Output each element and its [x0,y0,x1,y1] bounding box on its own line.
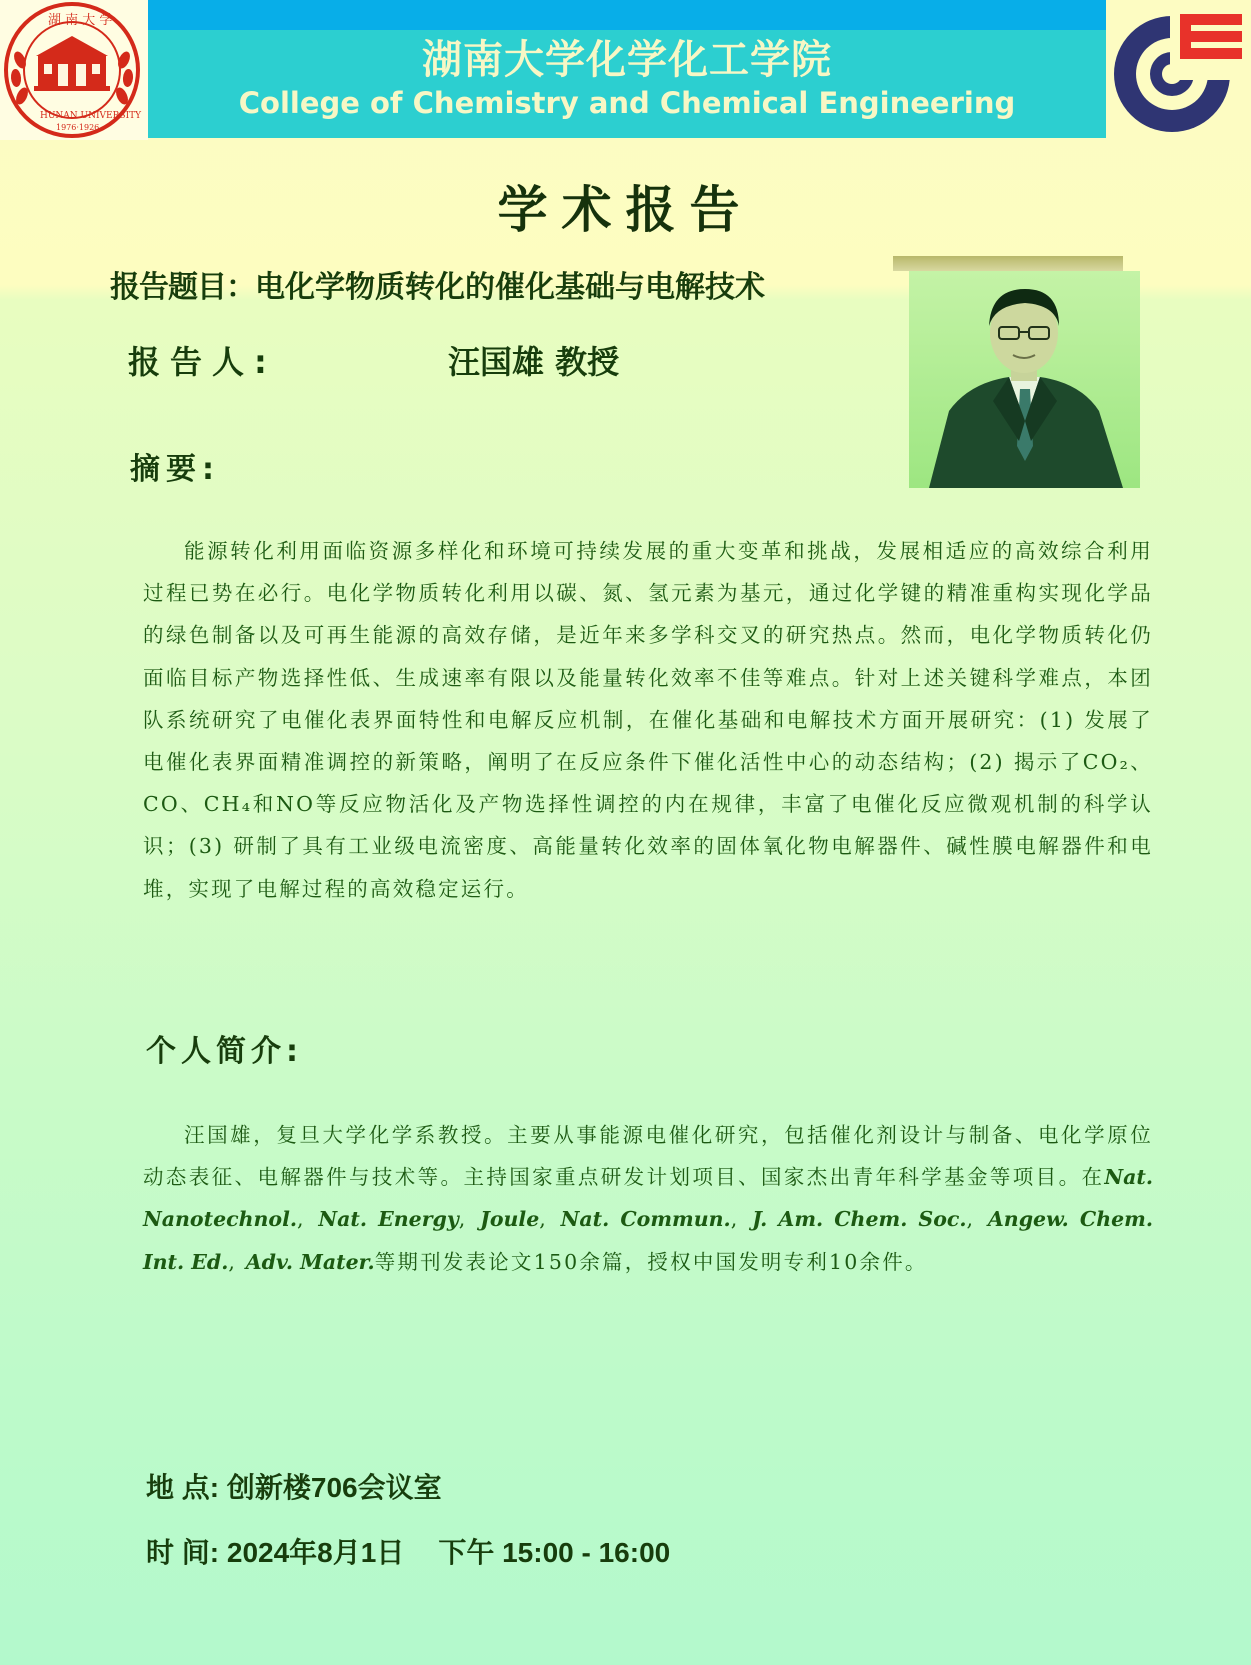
location-label: 地 点: [146,1472,220,1503]
bio-heading: 个人简介: [146,1034,303,1069]
svg-text:HUNAN UNIVERSITY: HUNAN UNIVERSITY [40,111,142,121]
bio-paragraph [143,1114,1153,1283]
report-title: 学术报告 [497,181,754,239]
speaker-row [128,337,620,383]
sep-2: , [458,1207,481,1232]
location-row [146,1466,442,1506]
journal-4: Nat. Commun. [560,1207,731,1232]
abstract-heading: 摘要: [130,452,220,487]
report-topic [110,262,880,302]
topic-text: 电化学物质转化的催化基础与电解技术 [255,270,765,302]
time-date: 2024年8月1日 [226,1537,405,1568]
sep-3: , [539,1207,561,1232]
journal-7: Adv. Mater. [245,1249,375,1274]
college-name-cn: 湖南大学化学化工学院 [422,37,832,83]
journal-3: Joule [480,1207,540,1232]
photo-frame-top [893,256,1123,271]
bio-intro: 汪国雄，复旦大学化学系教授。主要从事能源电催化研究，包括催化剂设计与制备、电化学原位动态表征、电解器件与技术等。主持国家重点研发计划项目、国家杰出青年科学基金等项目。在 [143,1123,1153,1190]
sep-5: , [966,1207,988,1232]
speaker-label: 报告人: [128,343,277,381]
hunan-university-logo [0,0,148,140]
sep-6: , [228,1249,246,1274]
speaker-photo [909,271,1140,488]
abstract-paragraph: 能源转化利用面临资源多样化和环境可持续发展的重大变革和挑战，发展相适应的高效综合利用过程已势在必行。电化学物质转化利用以碳、氮、氢元素为基元，通过化学键的精准重构实现化学品的绿色制备以及可再生能源的高效存储，是近年来多学科交叉的研究热点。然而，电化学物质转化仍面临目标产物选择性低、生成速率有限以及能量转化效率不佳等难点。针对上述关键科学难点，本团队系统研究了电催化表界面特性和电解反应机制，在催化基础和电解技术方面开展研究：(1) 发展了电催化表界面精准调控的新策略，阐明了在反应条件下催化活性中心的动态结构；(2) 揭示了CO₂、CO、CH₄和NO等反应物活化及产物选择性调控的内在规律，丰富了电催化反应微观机制的科学认识；(3) 研制了具有工业级电流密度、高能量转化效率的固体氧化物电解器件、碱性膜电解器件和电堆，实现了电解过程的高效稳定运行。 [143,539,1153,901]
college-emblem-icon [1106,0,1251,140]
speaker-name: 汪国雄 教授 [448,343,620,381]
university-seal-icon [0,0,148,140]
journal-6: Angew. Chem. Int. Ed. [143,1207,1153,1274]
sep-4: , [730,1207,753,1232]
college-name-en: College of Chemistry and Chemical Engineering [238,86,1016,120]
topic-label: 报告题目： [110,270,255,302]
bio-body [143,1114,1153,1283]
journal-5: J. Am. Chem. Soc. [752,1207,967,1232]
sep-1: , [297,1207,319,1232]
location-value: 创新楼706会议室 [226,1472,442,1503]
journal-2: Nat. Energy [318,1207,459,1232]
time-value: 下午 15:00 - 16:00 [438,1537,671,1568]
speaker-portrait-icon [909,271,1140,488]
time-label: 时 间: [146,1537,220,1568]
header-banner [148,0,1106,138]
time-row [146,1531,670,1571]
svg-text:湖 南 大 学: 湖 南 大 学 [48,13,113,28]
college-logo [1106,0,1251,140]
journal-1: Nat. Nanotechnol. [143,1165,1153,1232]
header-top-strip [148,0,1106,30]
abstract-body [143,530,1153,910]
bio-tail: 等期刊发表论文150余篇，授权中国发明专利10余件。 [374,1249,928,1274]
svg-text:1976·1926: 1976·1926 [56,123,100,132]
